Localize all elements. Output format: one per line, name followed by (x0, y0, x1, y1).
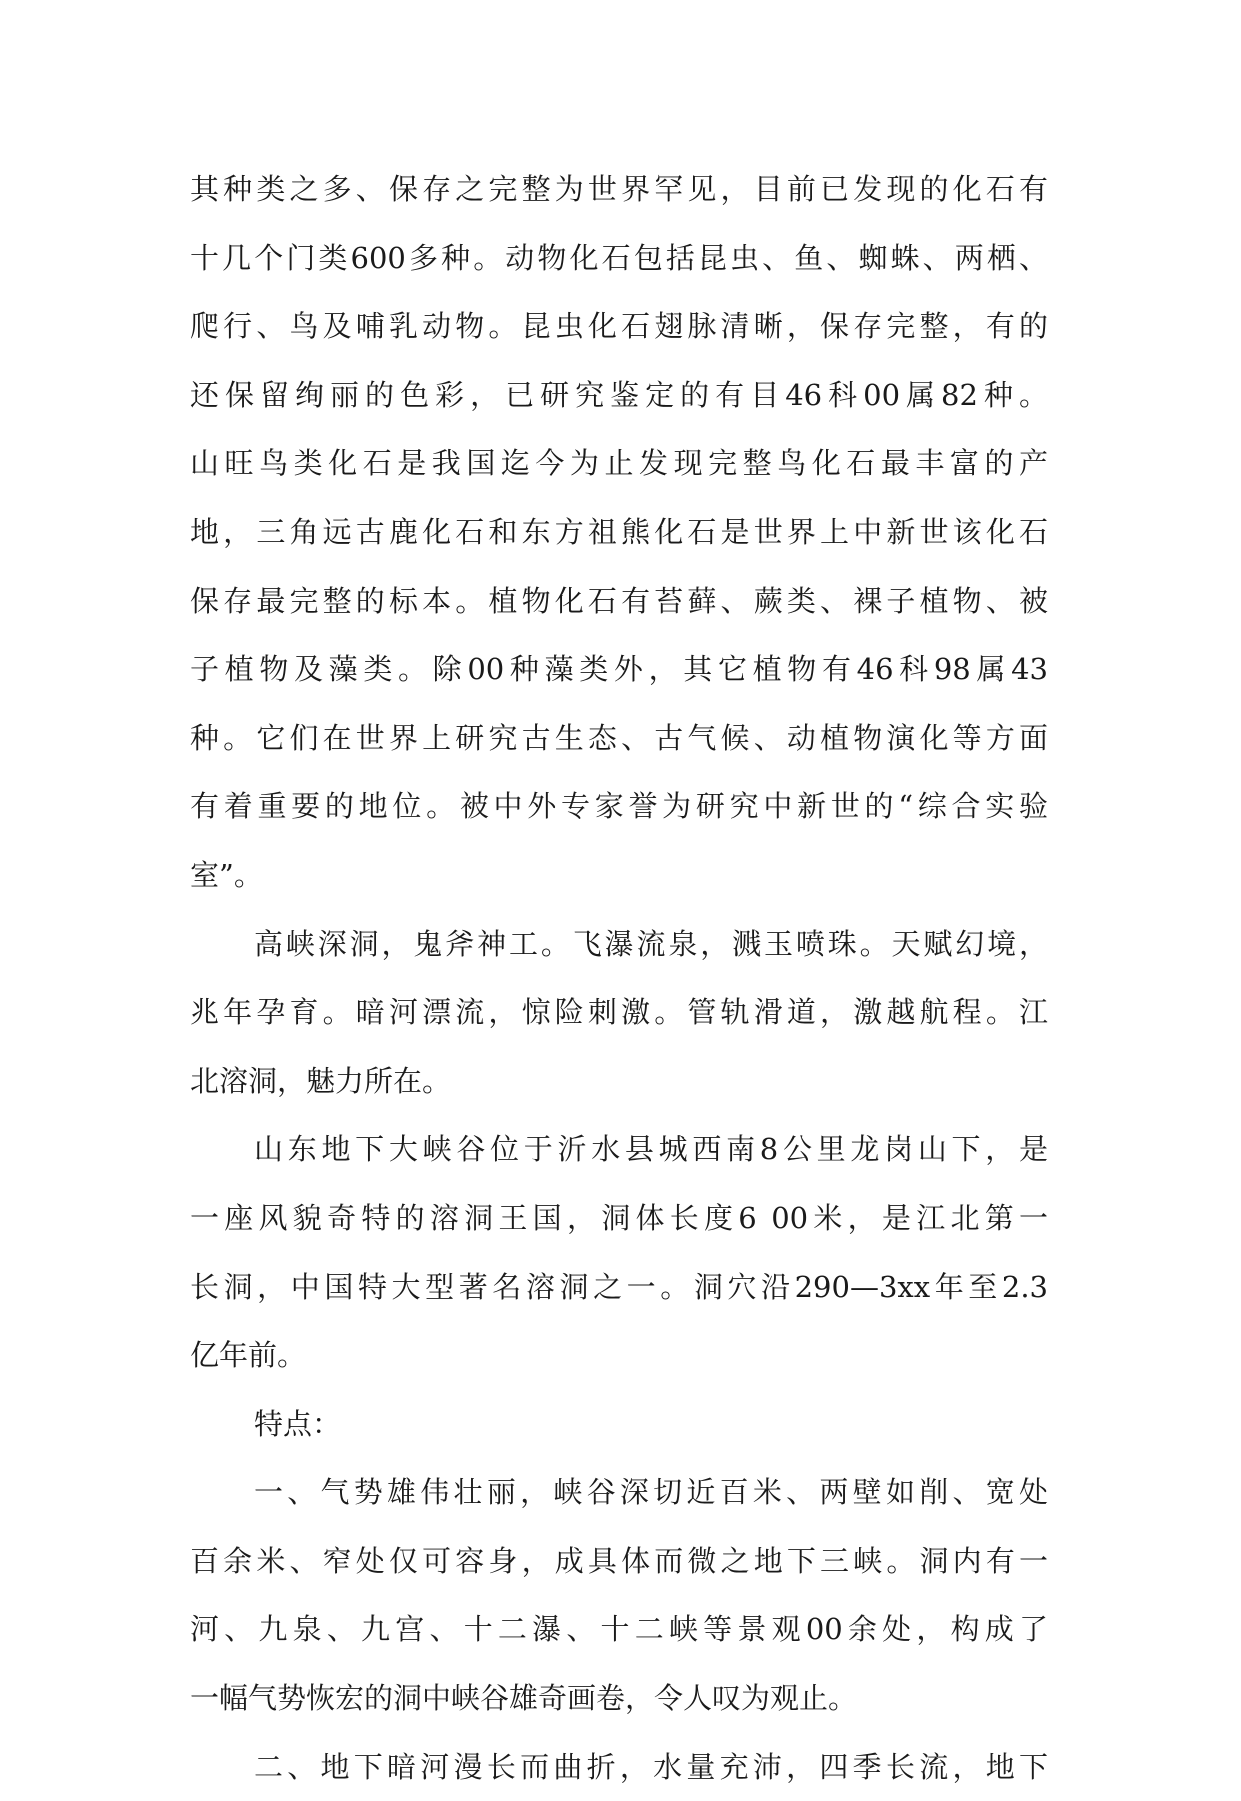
text-line: 保存最完整的标本。植物化石有苔藓、蕨类、裸子植物、被 (190, 583, 1048, 618)
text-line: 十几个门类600多种。动物化石包括昆虫、鱼、蜘蛛、两栖、 (190, 240, 1048, 275)
paragraph-fossil-types (190, 155, 1048, 910)
text-line: 二、地下暗河漫长而曲折，水量充沛，四季长流，地下 (254, 1749, 1048, 1784)
text-line: 爬行、鸟及哺乳动物。昆虫化石翅脉清晰，保存完整，有的 (190, 309, 1048, 344)
text-line: 亿年前。 (190, 1338, 307, 1373)
text-line: 高峡深洞，鬼斧神工。飞瀑流泉，溅玉喷珠。天赋幻境， (254, 926, 1048, 961)
text-line: 一幅气势恢宏的洞中峡谷雄奇画卷，令人叹为观止。 (190, 1681, 858, 1716)
text-line: 子植物及藻类。除00种藻类外，其它植物有46科98属43 (190, 652, 1048, 687)
text-line: 其种类之多、保存之完整为世界罕见，目前已发现的化石有 (190, 172, 1048, 206)
text-line: 一座风貌奇特的溶洞王国，洞体长度6 00米，是江北第一 (190, 1200, 1048, 1235)
paragraph-feature-two (190, 1733, 1048, 1801)
text-line: 种。它们在世界上研究古生态、古气候、动植物演化等方面 (190, 720, 1048, 755)
text-line: 有着重要的地位。被中外专家誉为研究中新世的“综合实验 (190, 789, 1048, 824)
text-line: 特点： (254, 1406, 342, 1441)
text-line: 地，三角远古鹿化石和东方祖熊化石是世界上中新世该化石 (190, 514, 1048, 549)
text-line: 兆年孕育。暗河漂流，惊险刺激。管轨滑道，激越航程。江 (190, 995, 1048, 1030)
body-text (190, 155, 1048, 1801)
text-line: 还保留绚丽的色彩，已研究鉴定的有目46科00属82种。 (190, 377, 1048, 412)
text-line: 山东地下大峡谷位于沂水县城西南8公里龙岗山下，是 (254, 1132, 1048, 1167)
text-line: 山旺鸟类化石是我国迄今为止发现完整鸟化石最丰富的产 (190, 446, 1048, 481)
paragraph-feature-one (190, 1458, 1048, 1732)
text-line: 百余米、窄处仅可容身，成具体而微之地下三峡。洞内有一 (190, 1543, 1048, 1578)
paragraph-cave-slogan (190, 910, 1048, 1116)
text-line: 北溶洞，魅力所在。 (190, 1063, 452, 1098)
text-line: 室”。 (190, 857, 263, 892)
text-line: 一、气势雄伟壮丽，峡谷深切近百米、两壁如削、宽处 (254, 1475, 1048, 1510)
paragraph-canyon-location (190, 1115, 1048, 1389)
text-line: 河、九泉、九宫、十二瀑、十二峡等景观00余处，构成了 (190, 1612, 1048, 1647)
text-line: 长洞，中国特大型著名溶洞之一。洞穴沿290—3xx年至2.3 (190, 1269, 1048, 1304)
paragraph-features-heading (190, 1390, 1048, 1459)
